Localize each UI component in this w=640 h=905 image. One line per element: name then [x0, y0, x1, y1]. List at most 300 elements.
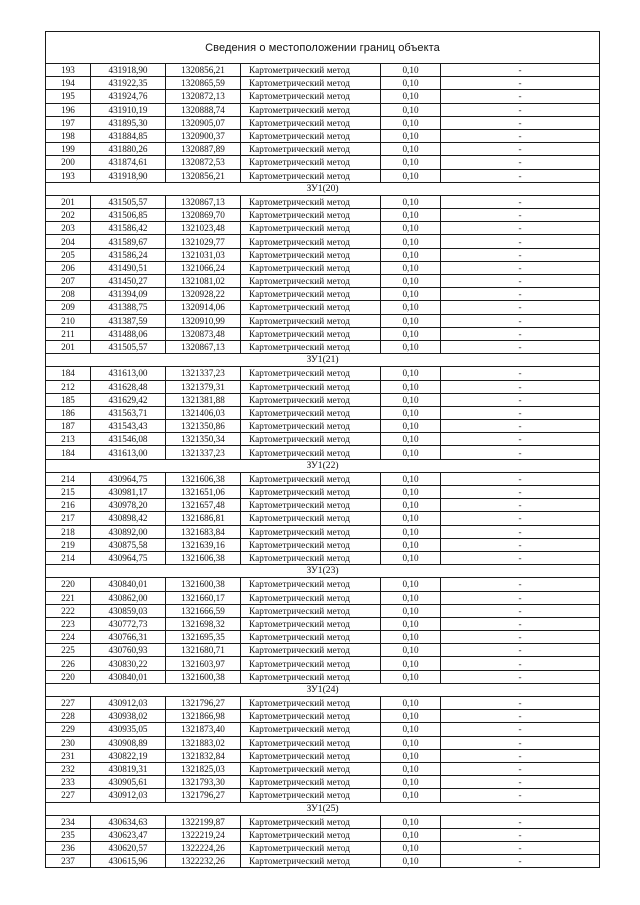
y-coordinate-cell: 1320910,99 — [166, 314, 241, 327]
accuracy-cell: 0,10 — [381, 736, 441, 749]
accuracy-cell: 0,10 — [381, 77, 441, 90]
accuracy-cell: 0,10 — [381, 644, 441, 657]
method-cell: Картометрический метод — [241, 499, 381, 512]
x-coordinate-cell: 430634,63 — [91, 815, 166, 828]
point-number-cell: 234 — [46, 815, 91, 828]
description-cell: - — [441, 828, 600, 841]
x-coordinate-cell: 431394,09 — [91, 288, 166, 301]
description-cell: - — [441, 551, 600, 564]
method-cell: Картометрический метод — [241, 842, 381, 855]
table-row — [46, 578, 600, 591]
y-coordinate-cell: 1321796,27 — [166, 697, 241, 710]
table-row — [46, 446, 600, 459]
table-row — [46, 393, 600, 406]
point-number-cell: 201 — [46, 195, 91, 208]
method-cell: Картометрический метод — [241, 631, 381, 644]
y-coordinate-cell: 1321873,40 — [166, 723, 241, 736]
point-number-cell: 213 — [46, 433, 91, 446]
description-cell: - — [441, 631, 600, 644]
y-coordinate-cell: 1320856,21 — [166, 169, 241, 182]
x-coordinate-cell: 430830,22 — [91, 657, 166, 670]
accuracy-cell: 0,10 — [381, 406, 441, 419]
y-coordinate-cell: 1321660,17 — [166, 591, 241, 604]
description-cell: - — [441, 472, 600, 485]
method-cell: Картометрический метод — [241, 116, 381, 129]
x-coordinate-cell: 431922,35 — [91, 77, 166, 90]
x-coordinate-cell: 430623,47 — [91, 828, 166, 841]
accuracy-cell: 0,10 — [381, 235, 441, 248]
method-cell: Картометрический метод — [241, 828, 381, 841]
x-coordinate-cell: 431388,75 — [91, 301, 166, 314]
description-cell: - — [441, 261, 600, 274]
section-label: ЗУ1(24) — [46, 683, 600, 696]
x-coordinate-cell: 430964,75 — [91, 551, 166, 564]
table-row — [46, 156, 600, 169]
method-cell: Картометрический метод — [241, 604, 381, 617]
accuracy-cell: 0,10 — [381, 776, 441, 789]
point-number-cell: 205 — [46, 248, 91, 261]
point-number-cell: 224 — [46, 631, 91, 644]
method-cell: Картометрический метод — [241, 393, 381, 406]
accuracy-cell: 0,10 — [381, 446, 441, 459]
description-cell: - — [441, 169, 600, 182]
description-cell: - — [441, 222, 600, 235]
x-coordinate-cell: 431586,42 — [91, 222, 166, 235]
description-cell: - — [441, 275, 600, 288]
x-coordinate-cell: 430819,31 — [91, 762, 166, 775]
accuracy-cell: 0,10 — [381, 617, 441, 630]
y-coordinate-cell: 1322199,87 — [166, 815, 241, 828]
method-cell: Картометрический метод — [241, 261, 381, 274]
table-row — [46, 525, 600, 538]
accuracy-cell: 0,10 — [381, 670, 441, 683]
point-number-cell: 232 — [46, 762, 91, 775]
table-row — [46, 842, 600, 855]
point-number-cell: 195 — [46, 90, 91, 103]
table-title-row — [46, 32, 600, 64]
description-cell: - — [441, 617, 600, 630]
accuracy-cell: 0,10 — [381, 222, 441, 235]
x-coordinate-cell: 430898,42 — [91, 512, 166, 525]
x-coordinate-cell: 431910,19 — [91, 103, 166, 116]
description-cell: - — [441, 604, 600, 617]
point-number-cell: 228 — [46, 710, 91, 723]
accuracy-cell: 0,10 — [381, 815, 441, 828]
table-row — [46, 77, 600, 90]
accuracy-cell: 0,10 — [381, 578, 441, 591]
accuracy-cell: 0,10 — [381, 314, 441, 327]
point-number-cell: 235 — [46, 828, 91, 841]
x-coordinate-cell: 431506,85 — [91, 209, 166, 222]
point-number-cell: 197 — [46, 116, 91, 129]
description-cell: - — [441, 327, 600, 340]
y-coordinate-cell: 1322219,24 — [166, 828, 241, 841]
accuracy-cell: 0,10 — [381, 90, 441, 103]
y-coordinate-cell: 1320872,13 — [166, 90, 241, 103]
accuracy-cell: 0,10 — [381, 64, 441, 77]
description-cell: - — [441, 235, 600, 248]
description-cell: - — [441, 499, 600, 512]
method-cell: Картометрический метод — [241, 90, 381, 103]
y-coordinate-cell: 1321666,59 — [166, 604, 241, 617]
method-cell: Картометрический метод — [241, 578, 381, 591]
method-cell: Картометрический метод — [241, 697, 381, 710]
description-cell: - — [441, 446, 600, 459]
table-row — [46, 235, 600, 248]
table-row — [46, 499, 600, 512]
description-cell: - — [441, 842, 600, 855]
description-cell: - — [441, 116, 600, 129]
table-row — [46, 275, 600, 288]
x-coordinate-cell: 430938,02 — [91, 710, 166, 723]
accuracy-cell: 0,10 — [381, 538, 441, 551]
accuracy-cell: 0,10 — [381, 433, 441, 446]
section-header-row — [46, 182, 600, 195]
point-number-cell: 227 — [46, 697, 91, 710]
description-cell: - — [441, 525, 600, 538]
y-coordinate-cell: 1321651,06 — [166, 486, 241, 499]
accuracy-cell: 0,10 — [381, 380, 441, 393]
description-cell: - — [441, 209, 600, 222]
description-cell: - — [441, 367, 600, 380]
table-row — [46, 591, 600, 604]
method-cell: Картометрический метод — [241, 815, 381, 828]
section-label: ЗУ1(20) — [46, 182, 600, 195]
accuracy-cell: 0,10 — [381, 209, 441, 222]
method-cell: Картометрический метод — [241, 762, 381, 775]
point-number-cell: 196 — [46, 103, 91, 116]
x-coordinate-cell: 430964,75 — [91, 472, 166, 485]
description-cell: - — [441, 143, 600, 156]
method-cell: Картометрический метод — [241, 776, 381, 789]
x-coordinate-cell: 431884,85 — [91, 129, 166, 142]
method-cell: Картометрический метод — [241, 525, 381, 538]
description-cell: - — [441, 314, 600, 327]
y-coordinate-cell: 1321695,35 — [166, 631, 241, 644]
x-coordinate-cell: 430912,03 — [91, 789, 166, 802]
point-number-cell: 214 — [46, 551, 91, 564]
method-cell: Картометрический метод — [241, 406, 381, 419]
method-cell: Картометрический метод — [241, 591, 381, 604]
y-coordinate-cell: 1320914,06 — [166, 301, 241, 314]
point-number-cell: 184 — [46, 367, 91, 380]
point-number-cell: 217 — [46, 512, 91, 525]
description-cell: - — [441, 393, 600, 406]
table-row — [46, 406, 600, 419]
y-coordinate-cell: 1321832,84 — [166, 749, 241, 762]
description-cell: - — [441, 77, 600, 90]
description-cell: - — [441, 486, 600, 499]
x-coordinate-cell: 431874,61 — [91, 156, 166, 169]
method-cell: Картометрический метод — [241, 129, 381, 142]
section-header-row — [46, 459, 600, 472]
method-cell: Картометрический метод — [241, 248, 381, 261]
y-coordinate-cell: 1320867,13 — [166, 195, 241, 208]
accuracy-cell: 0,10 — [381, 116, 441, 129]
x-coordinate-cell: 430908,89 — [91, 736, 166, 749]
x-coordinate-cell: 431924,76 — [91, 90, 166, 103]
x-coordinate-cell: 431629,42 — [91, 393, 166, 406]
accuracy-cell: 0,10 — [381, 828, 441, 841]
method-cell: Картометрический метод — [241, 301, 381, 314]
x-coordinate-cell: 431918,90 — [91, 64, 166, 77]
y-coordinate-cell: 1321825,03 — [166, 762, 241, 775]
description-cell: - — [441, 538, 600, 551]
method-cell: Картометрический метод — [241, 657, 381, 670]
table-row — [46, 116, 600, 129]
point-number-cell: 204 — [46, 235, 91, 248]
method-cell: Картометрический метод — [241, 340, 381, 353]
table-row — [46, 288, 600, 301]
point-number-cell: 201 — [46, 340, 91, 353]
y-coordinate-cell: 1321686,81 — [166, 512, 241, 525]
table-row — [46, 538, 600, 551]
accuracy-cell: 0,10 — [381, 749, 441, 762]
description-cell: - — [441, 670, 600, 683]
point-number-cell: 215 — [46, 486, 91, 499]
accuracy-cell: 0,10 — [381, 762, 441, 775]
description-cell: - — [441, 591, 600, 604]
method-cell: Картометрический метод — [241, 288, 381, 301]
description-cell: - — [441, 723, 600, 736]
x-coordinate-cell: 430892,00 — [91, 525, 166, 538]
table-row — [46, 340, 600, 353]
accuracy-cell: 0,10 — [381, 195, 441, 208]
description-cell: - — [441, 512, 600, 525]
accuracy-cell: 0,10 — [381, 169, 441, 182]
point-number-cell: 231 — [46, 749, 91, 762]
accuracy-cell: 0,10 — [381, 275, 441, 288]
point-number-cell: 200 — [46, 156, 91, 169]
method-cell: Картометрический метод — [241, 749, 381, 762]
method-cell: Картометрический метод — [241, 77, 381, 90]
method-cell: Картометрический метод — [241, 235, 381, 248]
point-number-cell: 193 — [46, 64, 91, 77]
y-coordinate-cell: 1321603,97 — [166, 657, 241, 670]
table-row — [46, 776, 600, 789]
method-cell: Картометрический метод — [241, 169, 381, 182]
accuracy-cell: 0,10 — [381, 657, 441, 670]
description-cell: - — [441, 762, 600, 775]
description-cell: - — [441, 789, 600, 802]
table-row — [46, 143, 600, 156]
description-cell: - — [441, 578, 600, 591]
y-coordinate-cell: 1320867,13 — [166, 340, 241, 353]
table-title: Сведения о местоположении границ объекта — [46, 32, 600, 64]
section-header-row — [46, 802, 600, 815]
table-row — [46, 433, 600, 446]
y-coordinate-cell: 1321029,77 — [166, 235, 241, 248]
point-number-cell: 194 — [46, 77, 91, 90]
y-coordinate-cell: 1321600,38 — [166, 670, 241, 683]
method-cell: Картометрический метод — [241, 380, 381, 393]
y-coordinate-cell: 1321379,31 — [166, 380, 241, 393]
point-number-cell: 223 — [46, 617, 91, 630]
x-coordinate-cell: 431505,57 — [91, 340, 166, 353]
point-number-cell: 198 — [46, 129, 91, 142]
table-row — [46, 723, 600, 736]
method-cell: Картометрический метод — [241, 617, 381, 630]
method-cell: Картометрический метод — [241, 327, 381, 340]
method-cell: Картометрический метод — [241, 670, 381, 683]
accuracy-cell: 0,10 — [381, 842, 441, 855]
y-coordinate-cell: 1320873,48 — [166, 327, 241, 340]
y-coordinate-cell: 1320865,59 — [166, 77, 241, 90]
table-row — [46, 789, 600, 802]
y-coordinate-cell: 1321606,38 — [166, 551, 241, 564]
accuracy-cell: 0,10 — [381, 301, 441, 314]
y-coordinate-cell: 1320872,53 — [166, 156, 241, 169]
y-coordinate-cell: 1320887,89 — [166, 143, 241, 156]
y-coordinate-cell: 1321337,23 — [166, 446, 241, 459]
accuracy-cell: 0,10 — [381, 512, 441, 525]
y-coordinate-cell: 1321698,32 — [166, 617, 241, 630]
accuracy-cell: 0,10 — [381, 551, 441, 564]
x-coordinate-cell: 430766,31 — [91, 631, 166, 644]
point-number-cell: 218 — [46, 525, 91, 538]
y-coordinate-cell: 1322224,26 — [166, 842, 241, 855]
description-cell: - — [441, 406, 600, 419]
point-number-cell: 203 — [46, 222, 91, 235]
accuracy-cell: 0,10 — [381, 723, 441, 736]
table-row — [46, 472, 600, 485]
accuracy-cell: 0,10 — [381, 248, 441, 261]
x-coordinate-cell: 430615,96 — [91, 855, 166, 868]
description-cell: - — [441, 815, 600, 828]
table-row — [46, 248, 600, 261]
x-coordinate-cell: 430620,57 — [91, 842, 166, 855]
method-cell: Картометрический метод — [241, 222, 381, 235]
y-coordinate-cell: 1321793,30 — [166, 776, 241, 789]
table-row — [46, 169, 600, 182]
description-cell: - — [441, 380, 600, 393]
y-coordinate-cell: 1320928,22 — [166, 288, 241, 301]
point-number-cell: 229 — [46, 723, 91, 736]
section-header-row — [46, 683, 600, 696]
table-row — [46, 64, 600, 77]
point-number-cell: 206 — [46, 261, 91, 274]
table-row — [46, 301, 600, 314]
x-coordinate-cell: 431546,08 — [91, 433, 166, 446]
point-number-cell: 219 — [46, 538, 91, 551]
y-coordinate-cell: 1321031,03 — [166, 248, 241, 261]
y-coordinate-cell: 1321406,03 — [166, 406, 241, 419]
table-row — [46, 631, 600, 644]
method-cell: Картометрический метод — [241, 314, 381, 327]
point-number-cell: 207 — [46, 275, 91, 288]
x-coordinate-cell: 431589,67 — [91, 235, 166, 248]
section-label: ЗУ1(25) — [46, 802, 600, 815]
point-number-cell: 237 — [46, 855, 91, 868]
description-cell: - — [441, 644, 600, 657]
y-coordinate-cell: 1321350,86 — [166, 420, 241, 433]
section-label: ЗУ1(21) — [46, 354, 600, 367]
description-cell: - — [441, 736, 600, 749]
method-cell: Картометрический метод — [241, 209, 381, 222]
x-coordinate-cell: 431488,06 — [91, 327, 166, 340]
accuracy-cell: 0,10 — [381, 340, 441, 353]
x-coordinate-cell: 430760,93 — [91, 644, 166, 657]
description-cell: - — [441, 90, 600, 103]
description-cell: - — [441, 657, 600, 670]
accuracy-cell: 0,10 — [381, 486, 441, 499]
accuracy-cell: 0,10 — [381, 261, 441, 274]
point-number-cell: 230 — [46, 736, 91, 749]
table-row — [46, 657, 600, 670]
point-number-cell: 236 — [46, 842, 91, 855]
x-coordinate-cell: 430875,58 — [91, 538, 166, 551]
accuracy-cell: 0,10 — [381, 393, 441, 406]
method-cell: Картометрический метод — [241, 644, 381, 657]
description-cell: - — [441, 156, 600, 169]
x-coordinate-cell: 430912,03 — [91, 697, 166, 710]
method-cell: Картометрический метод — [241, 551, 381, 564]
table-row — [46, 195, 600, 208]
section-label: ЗУ1(22) — [46, 459, 600, 472]
accuracy-cell: 0,10 — [381, 789, 441, 802]
method-cell: Картометрический метод — [241, 420, 381, 433]
table-row — [46, 604, 600, 617]
method-cell: Картометрический метод — [241, 156, 381, 169]
point-number-cell: 209 — [46, 301, 91, 314]
y-coordinate-cell: 1321639,16 — [166, 538, 241, 551]
y-coordinate-cell: 1320900,37 — [166, 129, 241, 142]
point-number-cell: 220 — [46, 578, 91, 591]
x-coordinate-cell: 431563,71 — [91, 406, 166, 419]
table-row — [46, 512, 600, 525]
accuracy-cell: 0,10 — [381, 156, 441, 169]
table-row — [46, 261, 600, 274]
table-row — [46, 697, 600, 710]
table-row — [46, 314, 600, 327]
method-cell: Картометрический метод — [241, 143, 381, 156]
x-coordinate-cell: 431918,90 — [91, 169, 166, 182]
x-coordinate-cell: 430840,01 — [91, 670, 166, 683]
y-coordinate-cell: 1321680,71 — [166, 644, 241, 657]
x-coordinate-cell: 431505,57 — [91, 195, 166, 208]
point-number-cell: 214 — [46, 472, 91, 485]
point-number-cell: 216 — [46, 499, 91, 512]
section-label: ЗУ1(23) — [46, 565, 600, 578]
description-cell: - — [441, 855, 600, 868]
y-coordinate-cell: 1321600,38 — [166, 578, 241, 591]
point-number-cell: 227 — [46, 789, 91, 802]
point-number-cell: 193 — [46, 169, 91, 182]
table-row — [46, 90, 600, 103]
point-number-cell: 221 — [46, 591, 91, 604]
point-number-cell: 211 — [46, 327, 91, 340]
x-coordinate-cell: 431387,59 — [91, 314, 166, 327]
table-row — [46, 855, 600, 868]
table-row — [46, 367, 600, 380]
accuracy-cell: 0,10 — [381, 710, 441, 723]
y-coordinate-cell: 1322232,26 — [166, 855, 241, 868]
table-row — [46, 327, 600, 340]
y-coordinate-cell: 1321883,02 — [166, 736, 241, 749]
method-cell: Картометрический метод — [241, 103, 381, 116]
y-coordinate-cell: 1321381,88 — [166, 393, 241, 406]
table-row — [46, 209, 600, 222]
accuracy-cell: 0,10 — [381, 288, 441, 301]
x-coordinate-cell: 430862,00 — [91, 591, 166, 604]
description-cell: - — [441, 340, 600, 353]
point-number-cell: 202 — [46, 209, 91, 222]
x-coordinate-cell: 430978,20 — [91, 499, 166, 512]
accuracy-cell: 0,10 — [381, 525, 441, 538]
method-cell: Картометрический метод — [241, 195, 381, 208]
method-cell: Картометрический метод — [241, 472, 381, 485]
method-cell: Картометрический метод — [241, 723, 381, 736]
